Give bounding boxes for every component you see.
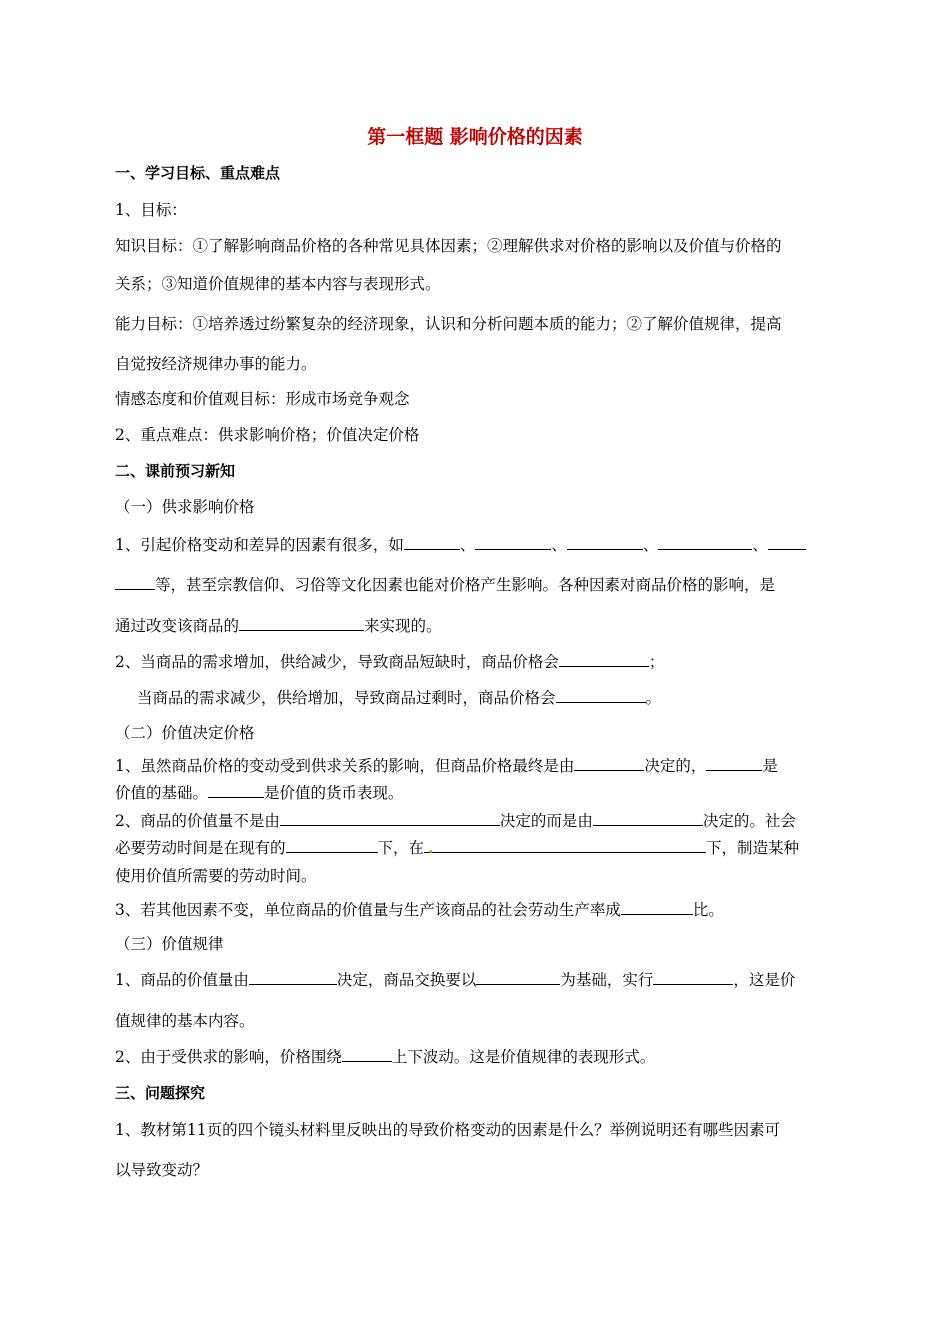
question-text: 。 (645, 689, 662, 707)
page-title: 第一框题 影响价格的因素 (367, 126, 583, 148)
question-text: 来实现的。 (364, 617, 442, 635)
goal-label: 1、目标： (115, 201, 187, 219)
question-line: 以导致变动？ (115, 1161, 209, 1179)
question-text: 上下波动。这是价值规律的表现形式。 (391, 1048, 656, 1066)
answer-blank[interactable] (280, 811, 500, 826)
question-line (115, 811, 796, 831)
question-text: 2、商品的价值量不是由 (115, 812, 280, 830)
question-text: 比。 (692, 901, 724, 919)
emotion-goal: 情感态度和价值观目标：形成市场竞争观念 (115, 390, 410, 408)
question-text: 下，制造某种 (706, 839, 800, 857)
answer-blank[interactable] (593, 811, 703, 826)
answer-blank[interactable] (115, 575, 155, 590)
answer-blank[interactable] (658, 535, 752, 550)
question-line (115, 1047, 655, 1067)
answer-blank[interactable] (559, 652, 649, 667)
answer-blank[interactable] (621, 900, 693, 915)
question-line: 1、教材第11页的四个镜头材料里反映出的导致价格变动的因素是什么？举例说明还有哪些因素可 (115, 1121, 781, 1139)
separator: 、 (642, 536, 659, 554)
question-text: 决定，商品交换要以 (336, 971, 477, 989)
question-line (115, 535, 806, 555)
question-line (115, 783, 404, 803)
question-line (115, 838, 799, 858)
question-text: 决定的而是由 (499, 812, 593, 830)
answer-blank[interactable] (574, 756, 644, 771)
question-line (137, 688, 661, 708)
knowledge-goal-line-1: 知识目标：①了解影响商品价格的各种常见具体因素；②理解供求对价格的影响以及价值与价格的 (115, 237, 782, 255)
answer-blank[interactable] (567, 535, 643, 550)
answer-blank[interactable] (706, 756, 762, 771)
question-line: 值规律的基本内容。 (115, 1012, 255, 1030)
answer-blank[interactable] (768, 535, 806, 550)
question-text: 通过改变该商品的 (115, 617, 240, 635)
answer-blank[interactable] (476, 970, 560, 985)
question-text: 3、若其他因素不变，单位商品的价值量与生产该商品的社会劳动生产率成 (115, 901, 621, 919)
question-text: 2、由于受供求的影响，价格围绕 (115, 1048, 342, 1066)
answer-blank[interactable] (249, 970, 337, 985)
answer-blank[interactable] (286, 838, 378, 853)
answer-blank[interactable] (208, 783, 264, 798)
question-text: ，这是价 (733, 971, 796, 989)
answer-blank[interactable] (404, 535, 460, 550)
answer-blank[interactable] (556, 688, 646, 703)
ability-goal-line-2: 自觉按经济规律办事的能力。 (115, 355, 317, 373)
question-text: 当商品的需求减少，供给增加，导致商品过剩时，商品价格会 (137, 689, 556, 707)
question-text: 1、引起价格变动和差异的因素有很多，如 (115, 536, 404, 554)
question-line (115, 900, 724, 920)
question-line: 使用价值所需要的劳动时间。 (115, 867, 317, 885)
question-text: 必要劳动时间是在现有的 (115, 839, 286, 857)
question-line (115, 652, 664, 672)
answer-blank[interactable] (342, 1047, 392, 1062)
answer-blank[interactable] (424, 838, 706, 857)
question-line (115, 616, 442, 636)
ability-goal-line-1: 能力目标：①培养透过纷繁复杂的经济现象，认识和分析问题本质的能力；②了解价值规律，提高 (115, 315, 782, 333)
question-text: ； (648, 653, 665, 671)
question-text: 2、当商品的需求增加，供给减少，导致商品短缺时，商品价格会 (115, 653, 559, 671)
answer-blank[interactable] (239, 616, 364, 631)
subsection-title-value-determines-price: （二）价值决定价格 (115, 724, 255, 742)
subsection-title-supply-demand: （一）供求影响价格 (115, 498, 255, 516)
question-text: 为基础，实行 (560, 971, 654, 989)
question-text: 决定的， (644, 757, 707, 775)
separator: 、 (459, 536, 476, 554)
question-text: 等，甚至宗教信仰、习俗等文化因素也能对价格产生影响。各种因素对商品价格的影响，是 (155, 576, 776, 594)
question-text: 是价值的货币表现。 (264, 784, 404, 802)
separator: 、 (551, 536, 567, 554)
section-heading-inquiry: 三、问题探究 (115, 1084, 206, 1102)
knowledge-goal-line-2: 关系；③知道价值规律的基本内容与表现形式。 (115, 275, 441, 293)
separator: 、 (752, 536, 768, 554)
question-text: 下，在 (377, 839, 425, 857)
key-difficulty: 2、重点难点：供求影响价格；价值决定价格 (115, 426, 420, 444)
answer-blank[interactable] (475, 535, 551, 550)
question-text: 1、商品的价值量由 (115, 971, 249, 989)
section-heading-preview: 二、课前预习新知 (115, 462, 236, 480)
section-heading-objectives: 一、学习目标、重点难点 (115, 164, 281, 182)
question-text: 决定的。社会 (702, 812, 796, 830)
answer-blank[interactable] (653, 970, 733, 985)
stray-dot-mark: . (428, 838, 434, 857)
question-text: 价值的基础。 (115, 784, 209, 802)
subsection-title-law-of-value: （三）价值规律 (115, 935, 224, 953)
question-text: 1、虽然商品价格的变动受到供求关系的影响，但商品价格最终是由 (115, 757, 575, 775)
question-line (115, 756, 778, 776)
question-line (115, 970, 795, 990)
question-line (115, 575, 775, 595)
question-text: 是 (762, 757, 778, 775)
